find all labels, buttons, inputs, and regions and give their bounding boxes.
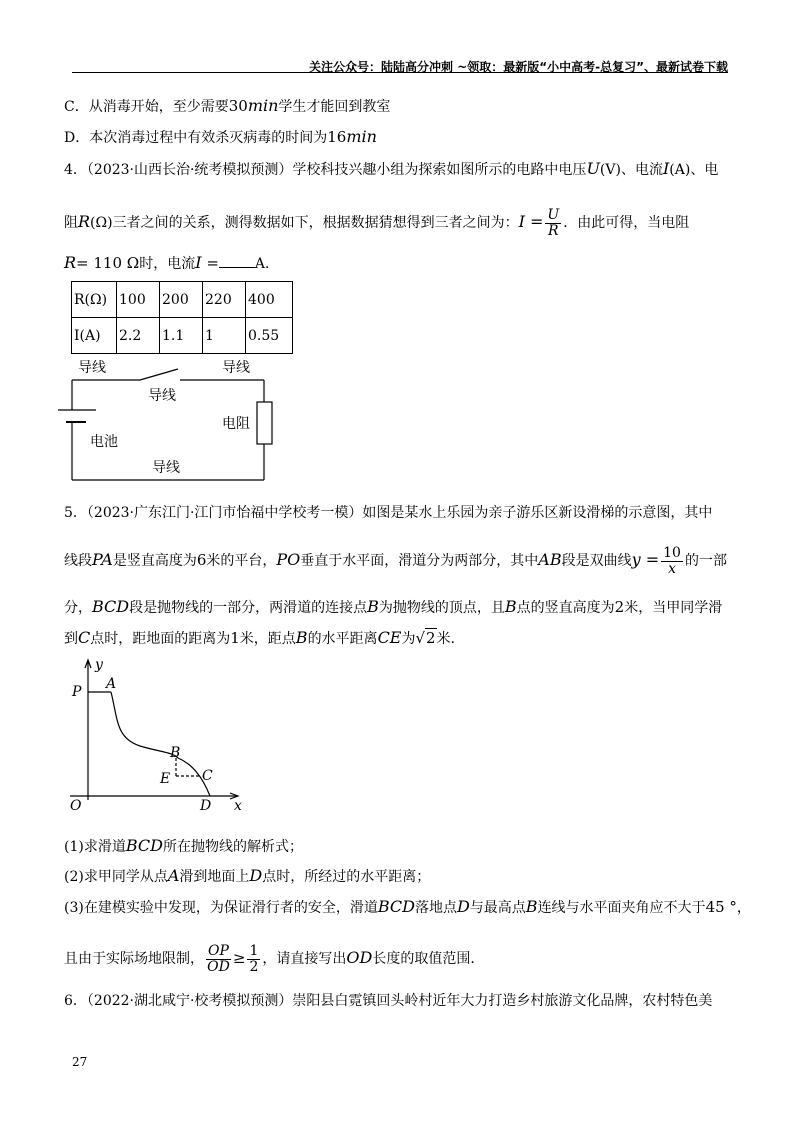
q3-option-d: D．本次消毒过程中有效杀灭病毒的时间为16min (64, 127, 377, 146)
resistor-label: 电阻 (222, 416, 250, 432)
table-cell: 0.55 (246, 318, 293, 354)
q5-line2: 线段PA是竖直高度为6米的平台，PO垂直于水平面，滑道分为两部分，其中AB段是双曲线y = $\frac{10}{x}$ 的一部 (64, 544, 727, 577)
table-cell: 200 (160, 282, 203, 318)
q4-line3: R= 110 Ω时，电流I = A． (64, 253, 280, 272)
table-cell: I(A) (72, 318, 117, 354)
point-label-b: B (170, 745, 181, 761)
table-cell: R(Ω) (72, 282, 117, 318)
q5-sub3: (3)在建模实验中发现，为保证滑行者的安全，滑道BCD落地点D与最高点B连线与水平面夹角应不大于45 °， (64, 897, 751, 916)
page-header: 关注公众号：陆陆高分冲刺 ~领取：最新版“小中高考-总复习”、最新试卷下载 (309, 60, 728, 74)
axis-label-x: x (234, 798, 242, 814)
q6-line1: 6．（2022·湖北咸宁·校考模拟预测）崇阳县白霓镇回头岭村近年大力打造乡村旅游文化品牌，农村特色美 (64, 993, 713, 1009)
wire-label: 导线 (148, 388, 176, 404)
table-cell: 2.2 (117, 318, 160, 354)
point-label-d: D (200, 798, 212, 814)
q5-sub2: (2)求甲同学从点A滑到地面上D点时，所经过的水平距离； (64, 866, 431, 885)
q5-line4: 到C点时，距地面的距离为1米，距点B的水平距离CE为√2米． (64, 628, 465, 647)
wire-label: 导线 (222, 360, 250, 376)
fraction-u-over-r: $\frac{U}{R}$ (547, 206, 560, 239)
point-label-a: A (106, 676, 117, 692)
fraction-10-over-x: $\frac{10}{x}$ (663, 544, 681, 577)
table-cell: 400 (246, 282, 293, 318)
axis-label-y: y (95, 657, 103, 673)
wire-label: 导线 (78, 360, 106, 376)
q5-line1: 5．（2023·广东江门·江门市怡福中学校考一模）如图是某水上乐园为亲子游乐区新设滑梯的示意图，其中 (64, 505, 713, 521)
fraction-op-over-od: $\frac{OP}{OD}$ (207, 942, 230, 975)
table-cell: 1 (203, 318, 246, 354)
q5-sub3-cont: 且由于实际场地限制， $\frac{OP}{OD}$ ≥ $\frac{1}{2}$ ，请直接写出OD长度的取值范围． (64, 942, 485, 975)
q5-sub1: (1)求滑道BCD所在抛物线的解析式； (64, 836, 303, 855)
origin-label-o: O (70, 798, 82, 814)
q3-option-c: C．从消毒开始，至少需要30min学生才能回到教室 (64, 96, 391, 115)
fraction-one-half: $\frac{1}{2}$ (249, 942, 259, 975)
page-number: 27 (72, 1055, 88, 1069)
point-label-e: E (160, 771, 171, 787)
table-cell: 220 (203, 282, 246, 318)
wire-label: 导线 (152, 460, 180, 476)
q4-line2: 阻R(Ω)三者之间的关系，测得数据如下，根据数据猜想得到三者之间为：I = $\frac{U}{R}$ ．由此可得，当电阻 (64, 206, 690, 239)
q5-line3: 分，BCD段是抛物线的一部分，两滑道的连接点B为抛物线的顶点，且B点的竖直高度为2米，当甲同学滑 (64, 597, 723, 616)
table-cell: 1.1 (160, 318, 203, 354)
q4-line1: 4．（2023·山西长治·统考模拟预测）学校科技兴趣小组为探索如图所示的电路中电压U(V)、电流I(A)、电 (64, 159, 719, 178)
point-label-p: P (72, 684, 82, 700)
battery-label: 电池 (90, 434, 118, 450)
point-label-c: C (202, 768, 213, 784)
table-cell: 100 (117, 282, 160, 318)
